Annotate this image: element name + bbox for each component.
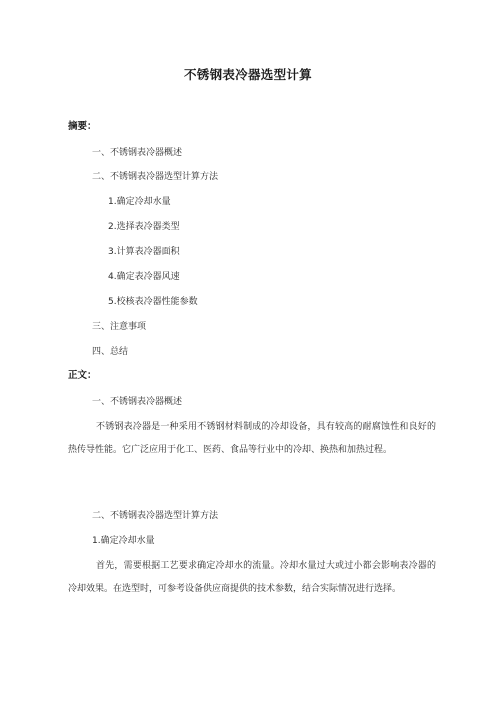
toc-item-air-speed: 4.确定表冷器风速 [108,272,180,282]
toc-item-overview: 一、不锈钢表冷器概述 [92,148,183,158]
item1-paragraph: 首先，需要根据工艺要求确定冷却水的流量。冷却水量过大或过小都会影响表冷器的冷却效果。在选型时，可参考设备供应商提供的技术参数，结合实际情况进行选择。 [68,561,436,594]
toc-item-performance: 5.校核表冷器性能参数 [108,297,198,307]
toc-item-type: 2.选择表冷器类型 [108,222,180,232]
body-label: 正文： [68,370,97,381]
toc-item-area: 3.计算表冷器面积 [108,247,180,257]
document-title: 不锈钢表冷器选型计算 [183,67,312,82]
toc-item-water-volume: 1.确定冷却水量 [108,197,171,207]
toc-item-method: 二、不锈钢表冷器选型计算方法 [92,172,219,182]
toc-item-summary: 四、总结 [92,347,129,357]
section1-heading: 一、不锈钢表冷器概述 [92,397,183,407]
abstract-label: 摘要： [68,121,97,132]
section2-heading: 二、不锈钢表冷器选型计算方法 [92,511,219,521]
item1-heading: 1.确定冷却水量 [92,536,155,546]
section1-paragraph: 不锈钢表冷器是一种采用不锈钢材料制成的冷却设备，具有较高的耐腐蚀性和良好的热传导性能。它广泛应用于化工、医药、食品等行业中的冷却、换热和加热过程。 [68,422,436,455]
toc-item-notes: 三、注意事项 [92,322,147,332]
